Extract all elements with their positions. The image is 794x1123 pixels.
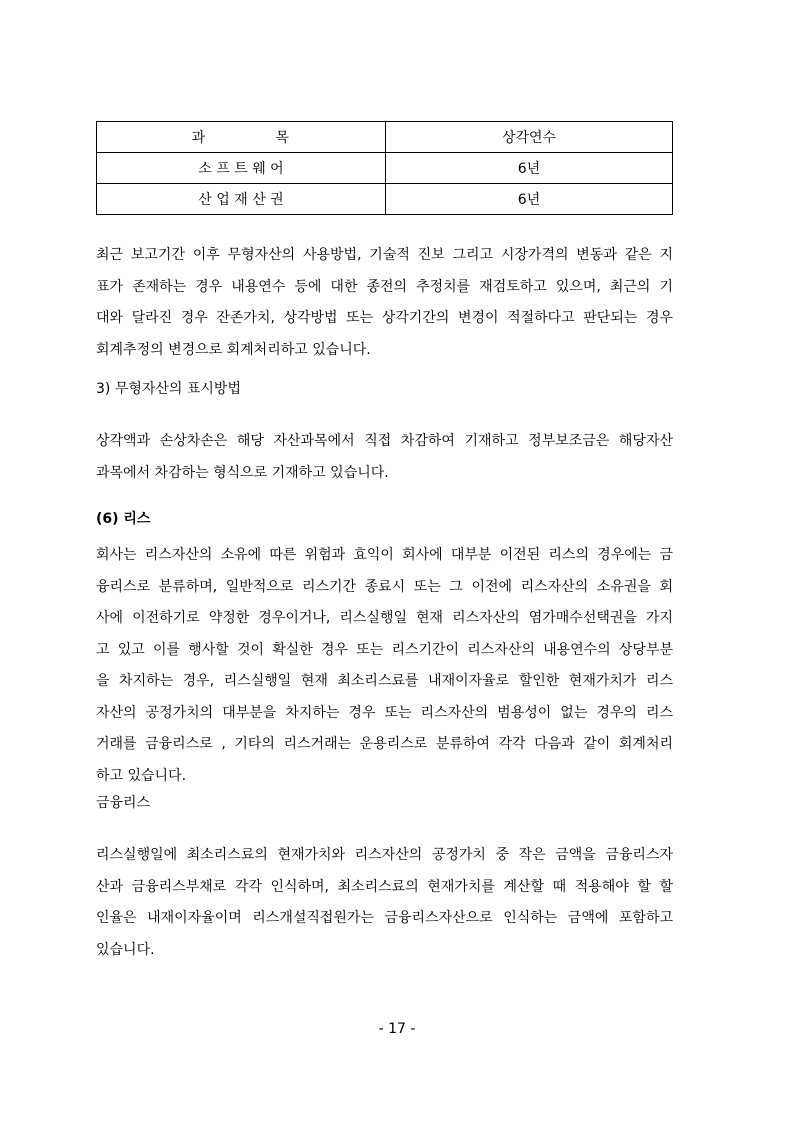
paragraph-finance-lease [96, 840, 673, 966]
text-line: 사에 이전하기로 약정한 경우이거나, 리스실행일 현재 리스자산의 염가매수선택권을 가지 [96, 610, 673, 626]
table-cell: 산 업 재 산 권 [97, 184, 386, 215]
text-line: 산과 금융리스부채로 각각 인식하며, 최소리스료의 현재가치를 계산할 때 적용해야 할 할 [96, 878, 673, 895]
page-number: - 17 - [378, 1021, 416, 1037]
amortization-table [96, 121, 673, 215]
paragraph-lease-classification [96, 540, 673, 792]
subheading-presentation-method: 3) 무형자산의 표시방법 [96, 381, 241, 397]
text-line: 상각액과 손상차손은 해당 자산과목에서 직접 차감하여 기재하고 정부보조금은 해당자산 [96, 433, 673, 449]
paragraph-intangible-estimates [96, 240, 673, 366]
text-line: 대와 달라진 경우 잔존가치, 상각방법 또는 상각기간의 변경이 적절하다고 판단되는 경우 [96, 310, 673, 326]
table-cell: 소 프 트 웨 어 [97, 153, 386, 184]
table-header-cell: 상각연수 [386, 122, 673, 153]
text-line: 융리스로 분류하며, 일반적으로 리스기간 종료시 또는 그 이전에 리스자산의 소유권을 회 [96, 578, 673, 595]
text-line: 인율은 내재이자율이며 리스개설직접원가는 금융리스자산으로 인식하는 금액에 포함하고 [96, 910, 673, 926]
subheading-finance-lease: 금융리스 [96, 795, 151, 811]
paragraph-presentation [96, 426, 673, 489]
table-row [97, 184, 673, 215]
table-cell: 6년 [386, 184, 673, 215]
table-header-cell: 과 목 [97, 122, 386, 153]
section-heading-lease: (6) 리스 [96, 511, 151, 527]
text-line: 자산의 공정가치의 대부분을 차지하는 경우 또는 리스자산의 범용성이 없는 경우의 리스 [96, 704, 673, 721]
text-line: 을 차지하는 경우, 리스실행일 현재 최소리스료를 내재이자율로 할인한 현재가치가 리스 [96, 673, 673, 689]
text-line: 리스실행일에 최소리스료의 현재가치와 리스자산의 공정가치 중 작은 금액을 금융리스자 [96, 847, 673, 863]
text-line: 고 있고 이를 행사할 것이 확실한 경우 또는 리스기간이 리스자산의 내용연수의 상당부분 [96, 641, 673, 658]
text-line: 거래를 금융리스로 , 기타의 리스거래는 운용리스로 분류하여 각각 다음과 같이 회계처리 [96, 736, 673, 752]
table-cell: 6년 [386, 153, 673, 184]
table-row [97, 153, 673, 184]
table-header-row [97, 122, 673, 153]
text-line: 표가 존재하는 경우 내용연수 등에 대한 종전의 추정치를 재검토하고 있으며, 최근의 기 [96, 278, 673, 295]
text-line: 있습니다. [96, 941, 155, 958]
text-line: 과목에서 차감하는 형식으로 기재하고 있습니다. [96, 464, 389, 481]
text-line: 하고 있습니다. [96, 767, 187, 784]
text-line: 최근 보고기간 이후 무형자산의 사용방법, 기술적 진보 그리고 시장가격의 변동과 같은 지 [96, 247, 673, 263]
text-line: 회사는 리스자산의 소유에 따른 위험과 효익이 회사에 대부분 이전된 리스의 경우에는 금 [96, 547, 673, 563]
text-line: 회계추정의 변경으로 회계처리하고 있습니다. [96, 341, 371, 358]
